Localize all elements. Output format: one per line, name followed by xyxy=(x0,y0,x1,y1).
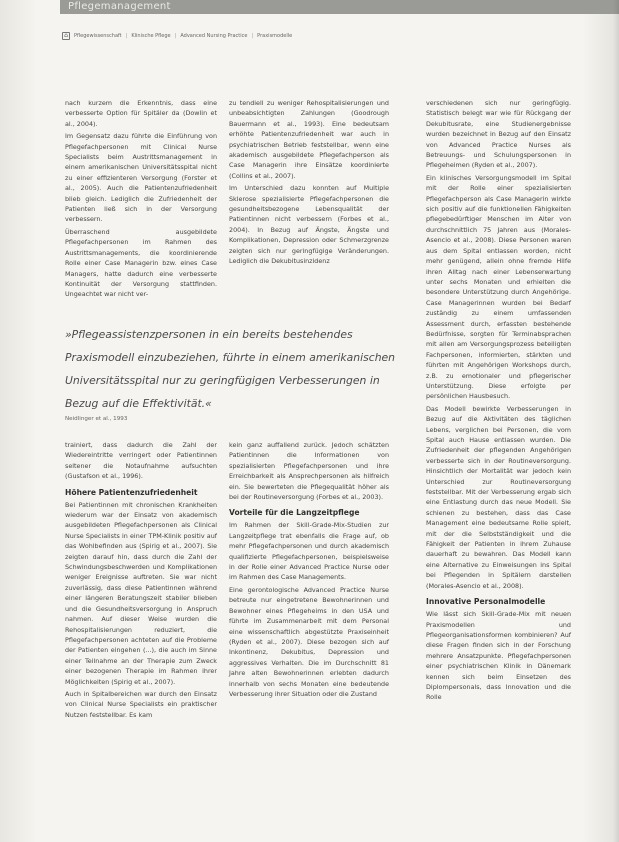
paragraph: Bei Patientinnen mit chronischen Krankheiten wiederum war der Einsatz von akademisch ausgebildeten Pflegefachpersonen als Clinical Nurse Specialists in einer TPM-Klinik positiv auf das Wohlbefinden aus (Spirig et al., 2007). Sie zeigten darauf hin, dass durch die Zahl der Schwindungsbeschwerden und Komplikationen weniger Ereignisse auftreten. Sie war nicht zuverlässig, dass diese Patientinnen während einer längeren Beratungszeit stabiler blieben und die Gesundheitsversorgung in Anspruch nahmen. Auf dieser Weise wurden die Rehospitalisierungen reduziert, die Pflegefachpersonen achteten auf die Probleme der Patienten eingehen (...), die auch im Sinne einer Teilnahme an der Therapie zum Zweck einer bezogenen Therapie im Rahmen ihrer Möglichkeiten (Spirig et al., 2007). xyxy=(65,500,217,686)
paragraph: Im Unterschied dazu konnten auf Multiple Sklerose spezialisierte Pflegefachpersonen die gesundheitsbezogene Lebensqualität der Patientinnen nicht verbessern (Forbes et al., 2004). In Bezug auf Ängste, Ängste und Komplikationen, Depression oder Schmerzgrenze zeigten sich nur geringfügige Veränderungen. Lediglich die Dekubitusinzidenz xyxy=(229,184,389,266)
breadcrumb xyxy=(62,31,562,41)
breadcrumb-separator: | xyxy=(174,33,177,39)
section-heading: Höhere Patientenzufriedenheit xyxy=(65,487,198,497)
paragraph: Im Gegensatz dazu führte die Einführung von Pflegefachpersonen mit Clinical Nurse Specialists beim Austrittsmanagement in einem amerikanischen Universitätsspital nicht zu einer effizienteren Versorgung (Forster et al., 2005). Auch die Patientenzufriedenheit blieb gleich. Lediglich die Zufriedenheit der Patienten ließ sich in der Versorgung verbessern. xyxy=(65,132,217,224)
paragraph: Eine gerontologische Advanced Practice Nurse betreute nur eingetretene Bewohnerinnen und Bewohner eines Pflegeheims in den USA und führte im Zusammenarbeit mit dem Personal eine wissenschaftlich abgestützte Praxiseinheit (Ryden et al., 2007). Diese bezogen sich auf Inkontinenz, Dekubitus, Depression und aggressives Verhalten. Die im Durchschnitt 81 Jahre alten Bewohnerinnen erlebten dadurch innerhalb von sechs Monaten eine bedeutende Verbesserung ihrer Situation oder die Zustand xyxy=(229,585,389,698)
breadcrumb-item: Praxismodelle xyxy=(257,33,293,39)
paragraph: verschiedenen sich nur geringfügig. Statistisch belegt war wie für Rückgang der Dekubitusrate, eine Studienergebnisse wurden bezeichnet in Bezug auf den Einsatz von Advanced Practice Nurses als Betreuungs- und Schulungspersonen in Pflegeheimen (Ryden et al., 2007). xyxy=(426,99,571,170)
column-2-top xyxy=(229,98,389,269)
breadcrumb-separator: | xyxy=(251,33,254,39)
paragraph: Wie lässt sich Skill-Grade-Mix mit neuen Praxismodellen und Pflegeorganisationsformen kombinieren? Auf diese Fragen finden sich in der Forschung mehrere Ansatzpunkte. Pflegefachpersonen einer psychiatrischen Klinik in Dänemark kennen sich beim Einsetzen des Diplompersonals, dass Innovation und die Rolle xyxy=(426,610,571,702)
paragraph: Ein klinisches Versorgungsmodell im Spital mit der Rolle einer spezialisierten Pflegefachperson als Case Managerin wirkte sich positiv auf die funktionellen Fähigkeiten pflegebedürftiger Menschen im Alter von durchschnittlich 75 Jahren aus (Morales-Asencio et al., 2008). Diese Personen waren aus dem Spital entlassen worden, nicht mehr genügend, allein ohne fremde Hilfe ihren Alltag nach einer Lebenserwartung unter sechs Monaten und erhielten die besondere Unterstützung durch Angehörige. Case Managerinnen wurden bei Bedarf zuständig zu einem umfassenden Assessment durch, erfassten bestehende Bedürfnisse, sorgten für Terminabsprachen mit allen am Versorgungsprozess beteiligten Fachpersonen, informierten, stärkten und führten mit Angehörigen Workshops durch, z.B. zu emotionaler und pflegerischer Unterstützung. Diese erfolgte per persönlichen Hausbesuch. xyxy=(426,173,571,401)
quote-citation: Neidlinger et al., 1993 xyxy=(65,416,128,422)
paragraph: Auch in Spitalbereichen war durch den Einsatz von Clinical Nurse Specialists ein praktischer Nutzen feststellbar. Es kam xyxy=(65,689,217,719)
paragraph: nach kurzem die Erkenntnis, dass eine verbesserte Option für Spitäler da (Dowlin et al., 2004). xyxy=(65,99,217,128)
paragraph: kein ganz auffallend zurück. Jedoch schätzten Patientinnen die Informationen von spezialisierten Pflegefachpersonen und ihre Erreichbarkeit als Ansprechpersonen als hilfreich ein. Sie bewerteten die Pflegequalität höher als bei der Routineversorgung (Forbes et al., 2003). xyxy=(229,441,389,502)
section-heading: Innovative Personalmodelle xyxy=(426,597,546,607)
paragraph: Im Rahmen der Skill-Grade-Mix-Studien zur Langzeitpflege trat ebenfalls die Frage auf, ob mehr Pflegefachpersonen und durch akademisch qualifizierte Pflegefachpersonen, beispielsweise in der Rolle einer Advanced Practice Nurse oder im Rahmen des Case Managements. xyxy=(229,521,389,582)
column-3 xyxy=(426,98,571,705)
section-title: Pflegemanagement xyxy=(68,1,171,12)
column-1-top xyxy=(65,98,217,302)
breadcrumb-item: Pflegewissenschaft xyxy=(74,33,122,39)
paragraph: Das Modell bewirkte Verbesserungen in Bezug auf die Aktivitäten des täglichen Lebens, verglichen bei Personen, die vom Spital auch Hause entlassen wurden. Die Zufriedenheit der pflegenden Angehörigen verbesserte sich in der Routineversorgung. Hinsichtlich der Mortalität war jedoch kein Unterschied zur Routineversorgung feststellbar. Mit der Verbesserung ergab sich eine Entlastung durch das neue Modell. Sie schienen zu bestehen, dass das Case Management eine bedeutsame Rolle spielt, mit der die Selbstständigkeit und die Fähigkeit der Patienten in ihrem Zuhause dauerhaft zu bewahren. Das Modell kann eine Alternative zu Einweisungen ins Spital bei Pflegenden in Spitälern darstellen (Morales-Asencio et al., 2008). xyxy=(426,404,571,590)
breadcrumb-item: Advanced Nursing Practice xyxy=(180,33,248,39)
pull-quote: »Pflegeassistenzpersonen in ein bereits bestehendes Praxismodell einzubeziehen, führte in einem amerikanischen Universitätsspital nur zu geringfügigen Verbesserungen in Bezug auf die Effektivität.« xyxy=(65,328,396,410)
breadcrumb-separator: | xyxy=(125,33,128,39)
breadcrumb-item: Klinische Pflege xyxy=(131,33,171,39)
paragraph: zu tendiell zu weniger Rehospitalisierungen und unbeabsichtigten Zahlungen (Goodrough Bauermann et al., 1993). Eine bedeutsam erhöhte Patientenzufriedenheit war auch in psychiatrischen Betrieb feststellbar, wenn eine akademisch ausgebildete Pflegefachperson als Case Managerin ihre Einsätze koordinierte (Collins et al., 2007). xyxy=(229,99,389,180)
paragraph: trainiert, dass dadurch die Zahl der Wiedereintritte verringert oder Patientinnen seltener die Notaufnahme aufsuchten (Gustafson et al., 1996). xyxy=(65,441,217,481)
section-heading: Vorteile für die Langzeitpflege xyxy=(229,508,360,518)
column-2-bottom xyxy=(229,440,389,701)
scan-edge-shadow xyxy=(613,0,619,842)
paragraph: Überraschend ausgebildete Pflegefachpersonen im Rahmen des Austrittsmanagements, die koordinierende Rolle einer Case Managerin bzw. eines Case Managers, hatte dadurch eine verbesserte Kontinuität der Versorgung stattfinden. Ungeachtet war nicht ver- xyxy=(65,227,217,299)
column-1-bottom xyxy=(65,440,217,722)
home-icon: ⌂ xyxy=(62,32,70,40)
